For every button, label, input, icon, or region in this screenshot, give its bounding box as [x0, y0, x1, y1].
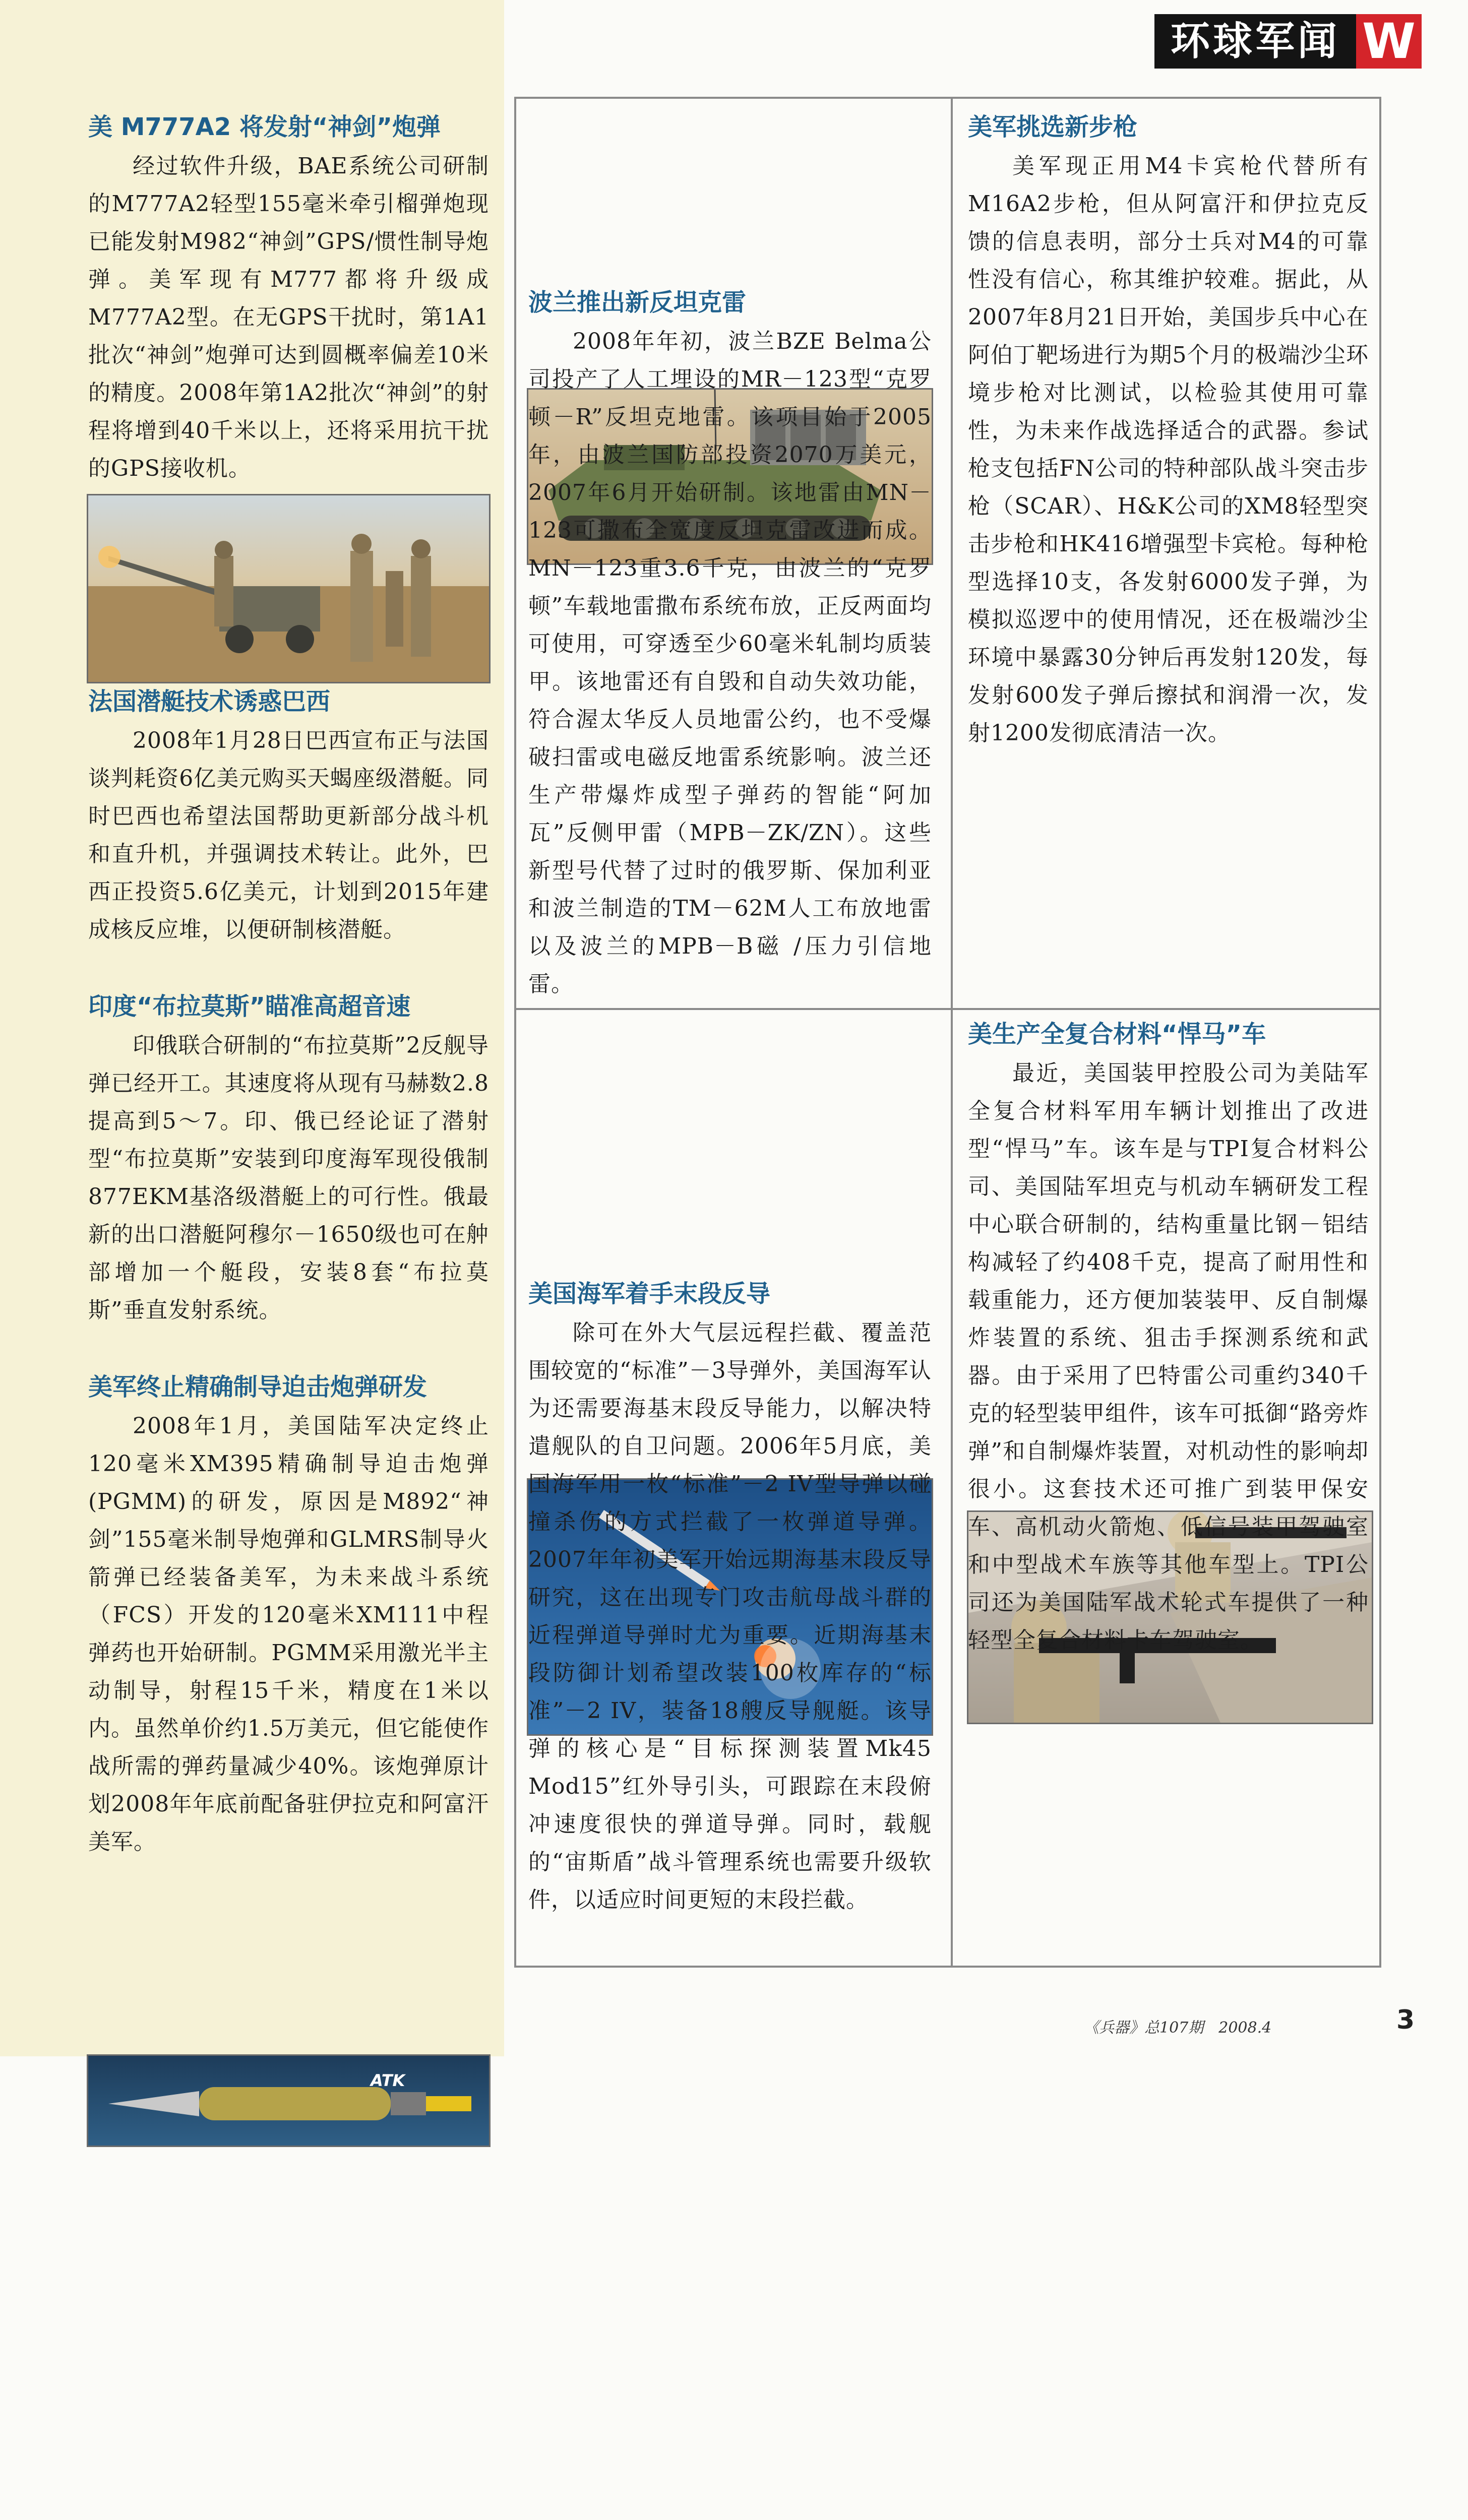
article-title: 美国海军着手末段反导 — [528, 1280, 771, 1308]
frame-divider — [514, 97, 1381, 99]
howitzer-photo — [87, 494, 491, 683]
article-title: 美生产全复合材料“悍马”车 — [968, 1020, 1266, 1048]
article-title: 美 M777A2 将发射“神剑”炮弹 — [88, 113, 441, 141]
article-body: 除可在外大气层远程拦截、覆盖范围较宽的“标准”－3导弹外，美国海军认为还需要海基末段反导能力，以解决特遣舰队的自卫问题。2006年5月底，美国海军用一枚“标准”－2 IV型导弹以碰撞杀伤的方式拦截了一枚弹道导弹。2007年年初美军开始远期海基末段反导研究，这在出现专门攻击航母战斗群的近程弹道导弹时尤为重要。近期海基末段防御计划希望改装100枚库存的“标准”－2 IV，装备18艘反导舰艇。该导弹的核心是“目标探测装置Mk45 Mod15”红外导引头，可跟踪在末段俯冲速度很快的弹道导弹。同时，载舰的“宙斯盾”战斗管理系统也需要升级软件，以适应时间更短的末段拦截。 — [528, 1320, 932, 1913]
article-body: 2008年年初，波兰BZE Belma公司投产了人工埋设的MR－123型“克罗顿－R”反坦克地雷。该项目始于2005年，由波兰国防部投资2070万美元，2007年6月开始研制。该地雷由MN－123可撒布全宽度反坦克雷改进而成。MN－123重3.6千克，由波兰的“克罗顿”车载地雷撒布系统布放，正反两面均可使用，可穿透至少60毫米轧制均质装甲。该地雷还有自毁和自动失效功能，符合渥太华反人员地雷公约，也不受爆破扫雷或电磁反地雷系统影响。波兰还生产带爆炸成型子弹药的智能“阿加瓦”反侧甲雷（MPB－ZK/ZN）。这些新型号代替了过时的俄罗斯、保加利亚和波兰制造的TM－62M人工布放地雷以及波兰的MPB－B磁 /压力引信地雷。 — [528, 329, 932, 997]
article-title: 波兰推出新反坦克雷 — [528, 288, 747, 317]
article-new-rifle — [968, 111, 1369, 752]
article-title: 美军挑选新步枪 — [968, 113, 1138, 141]
article-body: 最近，美国装甲控股公司为美陆军全复合材料军用车辆计划推出了改进型“悍马”车。该车是与TPI复合材料公司、美国陆军坦克与机动车辆研发工程中心联合研制的，结构重量比钢－铝结构减轻了约408千克，提高了耐用性和载重能力，还方便加装装甲、反自制爆炸装置的系统、狙击手探测系统和武器。由于采用了巴特雷公司重约340千克的轻型装甲组件，该车可抵御“路旁炸弹”和自制爆炸装置，对机动性的影响却很小。这套技术还可推广到装甲保安车、高机动火箭炮、低信号装甲驾驶室和中型战术车族等其他车型上。TPI公司还为美国陆军战术轮式车提供了一种轻型全复合材料卡车驾驶室。 — [968, 1060, 1369, 1653]
article-composite-humvee — [968, 1018, 1369, 1659]
article-body: 2008年1月，美国陆军决定终止120毫米XM395精确制导迫击炮弹(PGMM)的研发，原因是M892“神剑”155毫米制导炮弹和GLMRS制导火箭弹已经装备美军，为未来战斗系统（FCS）开发的120毫米XM111中程弹药也开始研制。PGMM采用激光半主动制导，射程15千米，精度在1米以内。虽然单价约1.5万美元，但它能使作战所需的弹药量减少40%。该炮弹原计划2008年年底前配备驻伊拉克和阿富汗美军。 — [88, 1413, 489, 1855]
article-title: 印度“布拉莫斯”瞄准高超音速 — [88, 992, 411, 1021]
atk-label: ATK — [371, 2071, 405, 2090]
article-pgmm — [88, 1371, 489, 1861]
article-m777a2 — [88, 111, 489, 487]
article-body: 美军现正用M4卡宾枪代替所有M16A2步枪，但从阿富汗和伊拉克反馈的信息表明，部分士兵对M4的可靠性没有信心，称其维护较难。据此，从2007年8月21日开始，美国步兵中心在阿伯丁靶场进行为期5个月的极端沙尘环境步枪对比测试，以检验其使用可靠性，为未来作战选择适合的武器。参试枪支包括FN公司的特种部队战斗突击步枪（SCAR）、H&K公司的XM8轻型突击步枪和HK416增强型卡宾枪。每种枪型选择10支，各发射6000发子弹，为模拟巡逻中的使用情况，还在极端沙尘环境中暴露30分钟后再发射120发，每发射600发子弹后擦拭和润滑一次，发射1200发彻底清洁一次。 — [968, 153, 1369, 746]
frame-divider — [951, 97, 953, 1967]
frame-divider — [514, 1966, 1381, 1968]
article-poland-mine — [528, 286, 932, 1003]
article-title: 法国潜艇技术诱惑巴西 — [88, 687, 331, 716]
issue-info: 《兵器》总107期 2008.4 — [1084, 2019, 1272, 2037]
section-letter: W — [1356, 14, 1422, 69]
page-number: 3 — [1396, 2005, 1415, 2035]
article-body: 经过软件升级，BAE系统公司研制的M777A2轻型155毫米牵引榴弹炮现已能发射M982“神剑”GPS/惯性制导炮弹。美军现有M777都将升级成M777A2型。在无GPS干扰时，第1A1批次“神剑”炮弹可达到圆概率偏差10米的精度。2008年第1A2批次“神剑”的射程将增到40千米以上，还将采用抗干扰的GPS接收机。 — [88, 153, 489, 481]
section-name: 环球军闻 — [1170, 18, 1340, 64]
article-brahmos — [88, 990, 489, 1329]
howitzer-illustration — [88, 495, 489, 682]
frame-divider — [1379, 97, 1381, 1967]
article-title: 美军终止精确制导迫击炮弹研发 — [88, 1373, 427, 1401]
mortar-round-illustration — [88, 2056, 489, 2146]
mortar-round-photo — [87, 2054, 491, 2147]
frame-divider — [514, 1008, 1381, 1010]
article-navy-terminal-defense — [528, 1278, 932, 1919]
article-france-brazil — [88, 685, 489, 949]
article-body: 2008年1月28日巴西宣布正与法国谈判耗资6亿美元购买天蝎座级潜艇。同时巴西也希望法国帮助更新部分战斗机和直升机，并强调技术转让。此外，巴西正投资5.6亿美元，计划到2015年建成核反应堆，以便研制核潜艇。 — [88, 728, 489, 942]
article-body: 印俄联合研制的“布拉莫斯”2反舰导弹已经开工。其速度将从现有马赫数2.8提高到5～7。印、俄已经论证了潜射型“布拉莫斯”安装到印度海军现役俄制877EKM基洛级潜艇上的可行性。俄最新的出口潜艇阿穆尔－1650级也可在舯部增加一个艇段，安装8套“布拉莫斯”垂直发射系统。 — [88, 1033, 489, 1323]
frame-divider — [514, 97, 516, 1967]
